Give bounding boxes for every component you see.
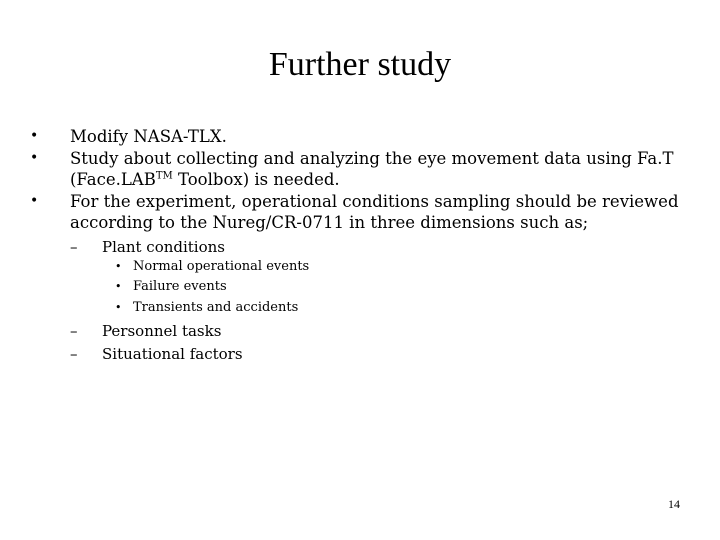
bullet-item-3-text: For the experiment, operational conditions sampling should be reviewed according to the Nureg/CR-0711 in three dimensions such as; (70, 191, 679, 232)
plant-conditions-list (30, 257, 690, 319)
slide-content (30, 126, 690, 364)
dash-icon: – (70, 345, 78, 363)
bullet-item-3 (30, 191, 690, 234)
trademark-superscript: TM (155, 170, 173, 182)
bullet-icon: • (115, 300, 122, 314)
bullet-icon: • (30, 192, 39, 209)
sub-item-plant-conditions-label: Plant conditions (102, 237, 225, 256)
sub-sub-item-label: Transients and accidents (133, 299, 299, 315)
dash-icon: – (70, 237, 78, 256)
sub-item-plant-conditions (30, 237, 690, 257)
sub-sub-item (30, 298, 690, 319)
bullet-item-2-text: Study about collecting and analyzing the eye movement data using Fa.T (70, 148, 674, 168)
page-number: 14 (668, 497, 680, 511)
sub-item-personnel-tasks (30, 321, 690, 341)
bullet-item-2-text-cont-post: Toolbox) is needed. (172, 170, 340, 189)
bullet-icon: • (30, 128, 39, 144)
sub-sub-item (30, 257, 690, 278)
dash-icon: – (70, 322, 78, 340)
slide-title: Further study (268, 46, 452, 83)
bullet-icon: • (30, 149, 39, 166)
sub-sub-item-label: Normal operational events (133, 258, 310, 274)
bullet-item-1-text: Modify NASA-TLX. (70, 127, 227, 146)
bullet-icon: • (115, 259, 122, 273)
bullet-item-2 (30, 148, 690, 191)
bullet-icon: • (115, 280, 122, 293)
sub-sub-item (30, 277, 690, 298)
sub-sub-item-label: Failure events (133, 279, 227, 294)
sub-item-personnel-tasks-label: Personnel tasks (102, 322, 222, 340)
bullet-item-1 (30, 126, 690, 148)
bullet-item-2-text-cont-pre: (Face.LAB (70, 170, 156, 189)
sub-item-situational-factors (30, 344, 690, 364)
sub-item-situational-factors-label: Situational factors (102, 345, 243, 363)
